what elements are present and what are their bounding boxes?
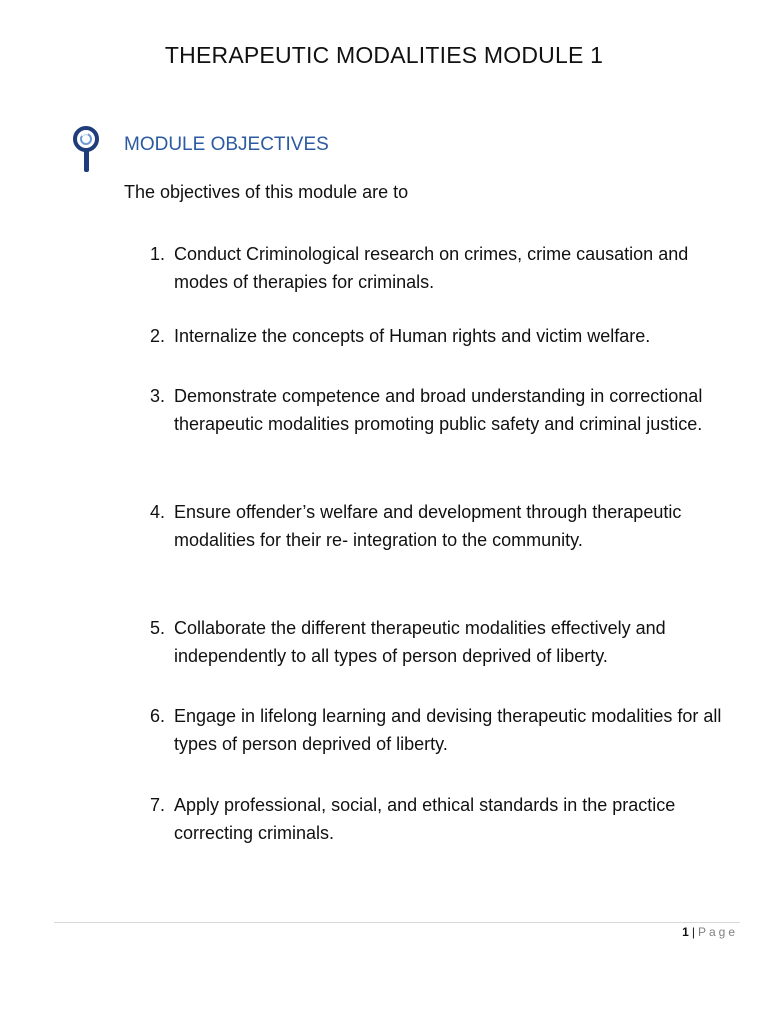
objective-item-2 xyxy=(150,322,730,350)
page-title: THERAPEUTIC MODALITIES MODULE 1 xyxy=(164,42,604,68)
objective-number: 1. xyxy=(150,244,166,264)
intro-text: The objectives of this module are to xyxy=(124,182,409,202)
objective-number: 6. xyxy=(150,706,166,726)
objective-text: Internalize the concepts of Human rights and victim welfare. xyxy=(174,326,651,346)
page-footer xyxy=(682,925,738,939)
objective-text: Demonstrate competence and broad understanding in correctional therapeutic modalities promoting public safety and criminal justice. xyxy=(174,386,703,434)
magnifying-glass-icon xyxy=(68,124,104,176)
section-heading: MODULE OBJECTIVES xyxy=(124,134,329,155)
objective-number: 5. xyxy=(150,618,166,638)
objective-item-7 xyxy=(150,791,730,847)
objective-number: 2. xyxy=(150,326,166,346)
objective-text: Conduct Criminological research on crimes, crime causation and modes of therapies for criminals. xyxy=(174,244,689,292)
objective-item-3 xyxy=(150,382,730,438)
page-number: 1 xyxy=(682,925,689,939)
objective-text: Ensure offender’s welfare and development through therapeutic modalities for their re- integration to the community. xyxy=(174,502,682,550)
objective-item-6 xyxy=(150,702,730,758)
objective-text: Apply professional, social, and ethical standards in the practice correcting criminals. xyxy=(174,795,676,843)
footer-separator: | xyxy=(691,925,695,939)
page-label: Page xyxy=(697,925,738,939)
objective-text: Collaborate the different therapeutic modalities effectively and independently to all types of person deprived of liberty. xyxy=(174,618,666,666)
objective-number: 3. xyxy=(150,386,166,406)
footer-divider xyxy=(54,922,740,923)
objective-number: 7. xyxy=(150,795,166,815)
objective-item-1 xyxy=(150,240,730,296)
objective-text: Engage in lifelong learning and devising therapeutic modalities for all types of person deprived of liberty. xyxy=(174,706,722,754)
objective-number: 4. xyxy=(150,502,166,522)
objective-item-4 xyxy=(150,498,730,554)
objective-item-5 xyxy=(150,614,730,670)
